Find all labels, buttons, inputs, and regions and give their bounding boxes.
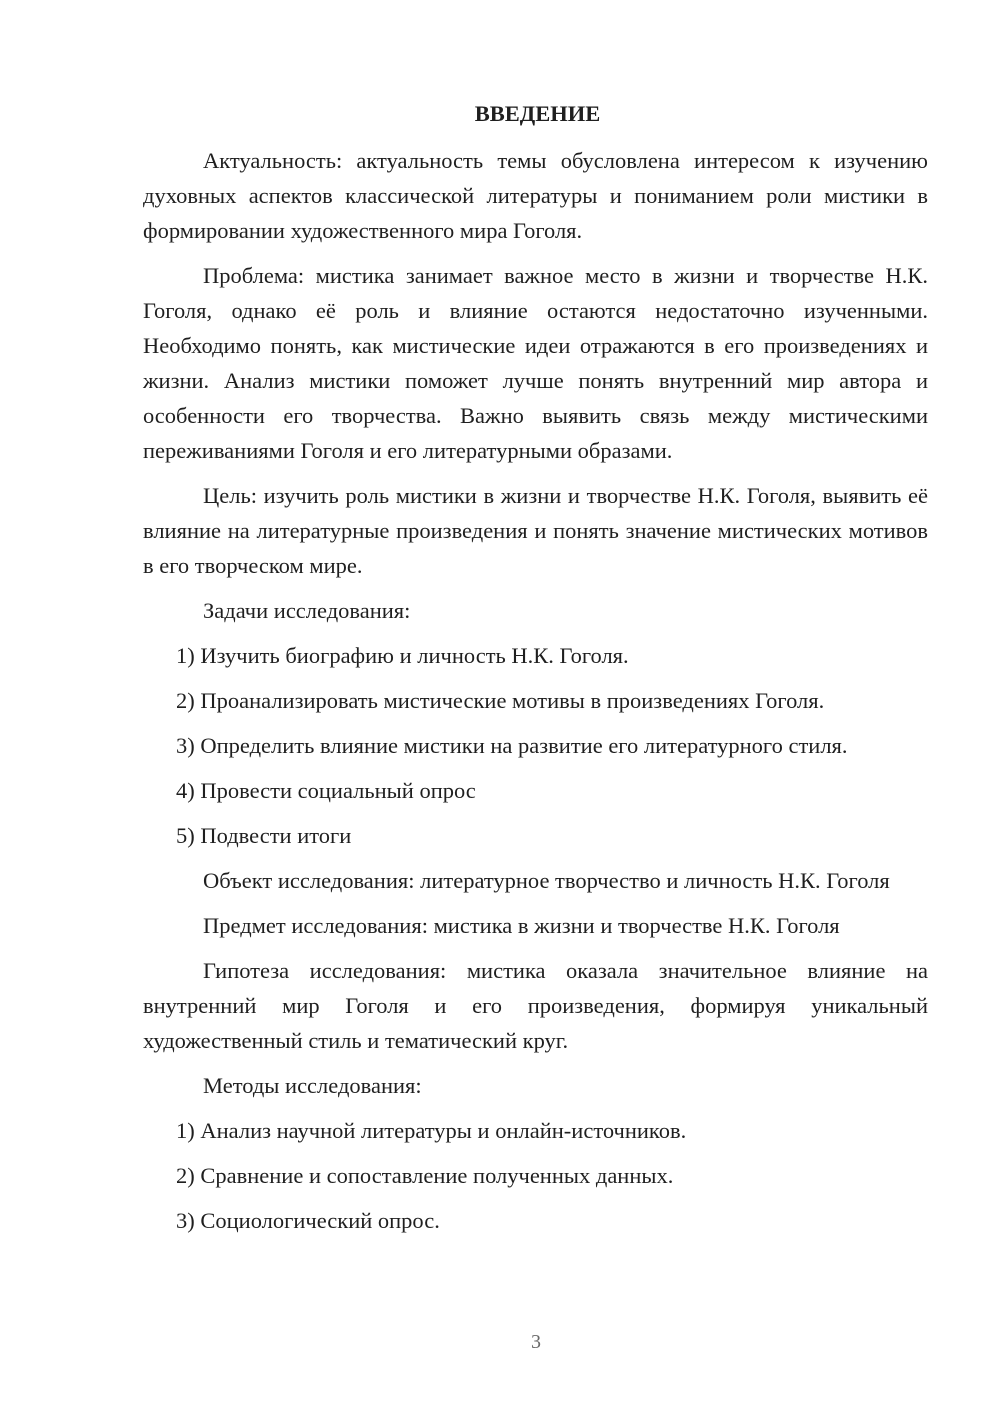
task-item: 1) Изучить биографию и личность Н.К. Гоголя.: [176, 643, 629, 668]
method-item: 1) Анализ научной литературы и онлайн-источников.: [176, 1118, 687, 1143]
task-item: 3) Определить влияние мистики на развитие его литературного стиля.: [176, 733, 848, 758]
object-paragraph: Объект исследования: литературное творчество и личность Н.К. Гоголя: [203, 868, 890, 893]
task-item: 2) Проанализировать мистические мотивы в произведениях Гоголя.: [176, 688, 825, 713]
subject-paragraph: Предмет исследования: мистика в жизни и творчестве Н.К. Гоголя: [203, 913, 840, 938]
page-title: ВВЕДЕНИЕ: [474, 101, 601, 126]
document-body: [143, 96, 928, 1248]
tasks-heading: Задачи исследования:: [203, 598, 411, 623]
goal-paragraph: Цель: изучить роль мистики в жизни и творчестве Н.К. Гоголя, выявить её влияние на литературные произведения и понять значение мистических мотивов в его творческом мире.: [143, 483, 928, 578]
hypothesis-paragraph: Гипотеза исследования: мистика оказала значительное влияние на внутренний мир Гоголя и его произведения, формируя уникальный художественный стиль и тематический круг.: [143, 958, 928, 1053]
method-item: 3) Социологический опрос.: [176, 1208, 440, 1233]
task-item: 5) Подвести итоги: [176, 823, 352, 848]
methods-heading: Методы исследования:: [203, 1073, 422, 1098]
relevance-paragraph: Актуальность: актуальность темы обусловлена интересом к изучению духовных аспектов классической литературы и пониманием роли мистики в формировании художественного мира Гоголя.: [143, 148, 928, 243]
page-number: 3: [531, 1331, 541, 1353]
method-item: 2) Сравнение и сопоставление полученных данных.: [176, 1163, 674, 1188]
task-item: 4) Провести социальный опрос: [176, 778, 476, 803]
problem-paragraph: Проблема: мистика занимает важное место в жизни и творчестве Н.К. Гоголя, однако её роль и влияние остаются недостаточно изученными. Необходимо понять, как мистические идеи отражаются в его произведениях и жизни. Анализ мистики поможет лучше понять внутренний мир автора и особенности его творчества. Важно выявить связь между мистическими переживаниями Гоголя и его литературными образами.: [143, 263, 928, 463]
